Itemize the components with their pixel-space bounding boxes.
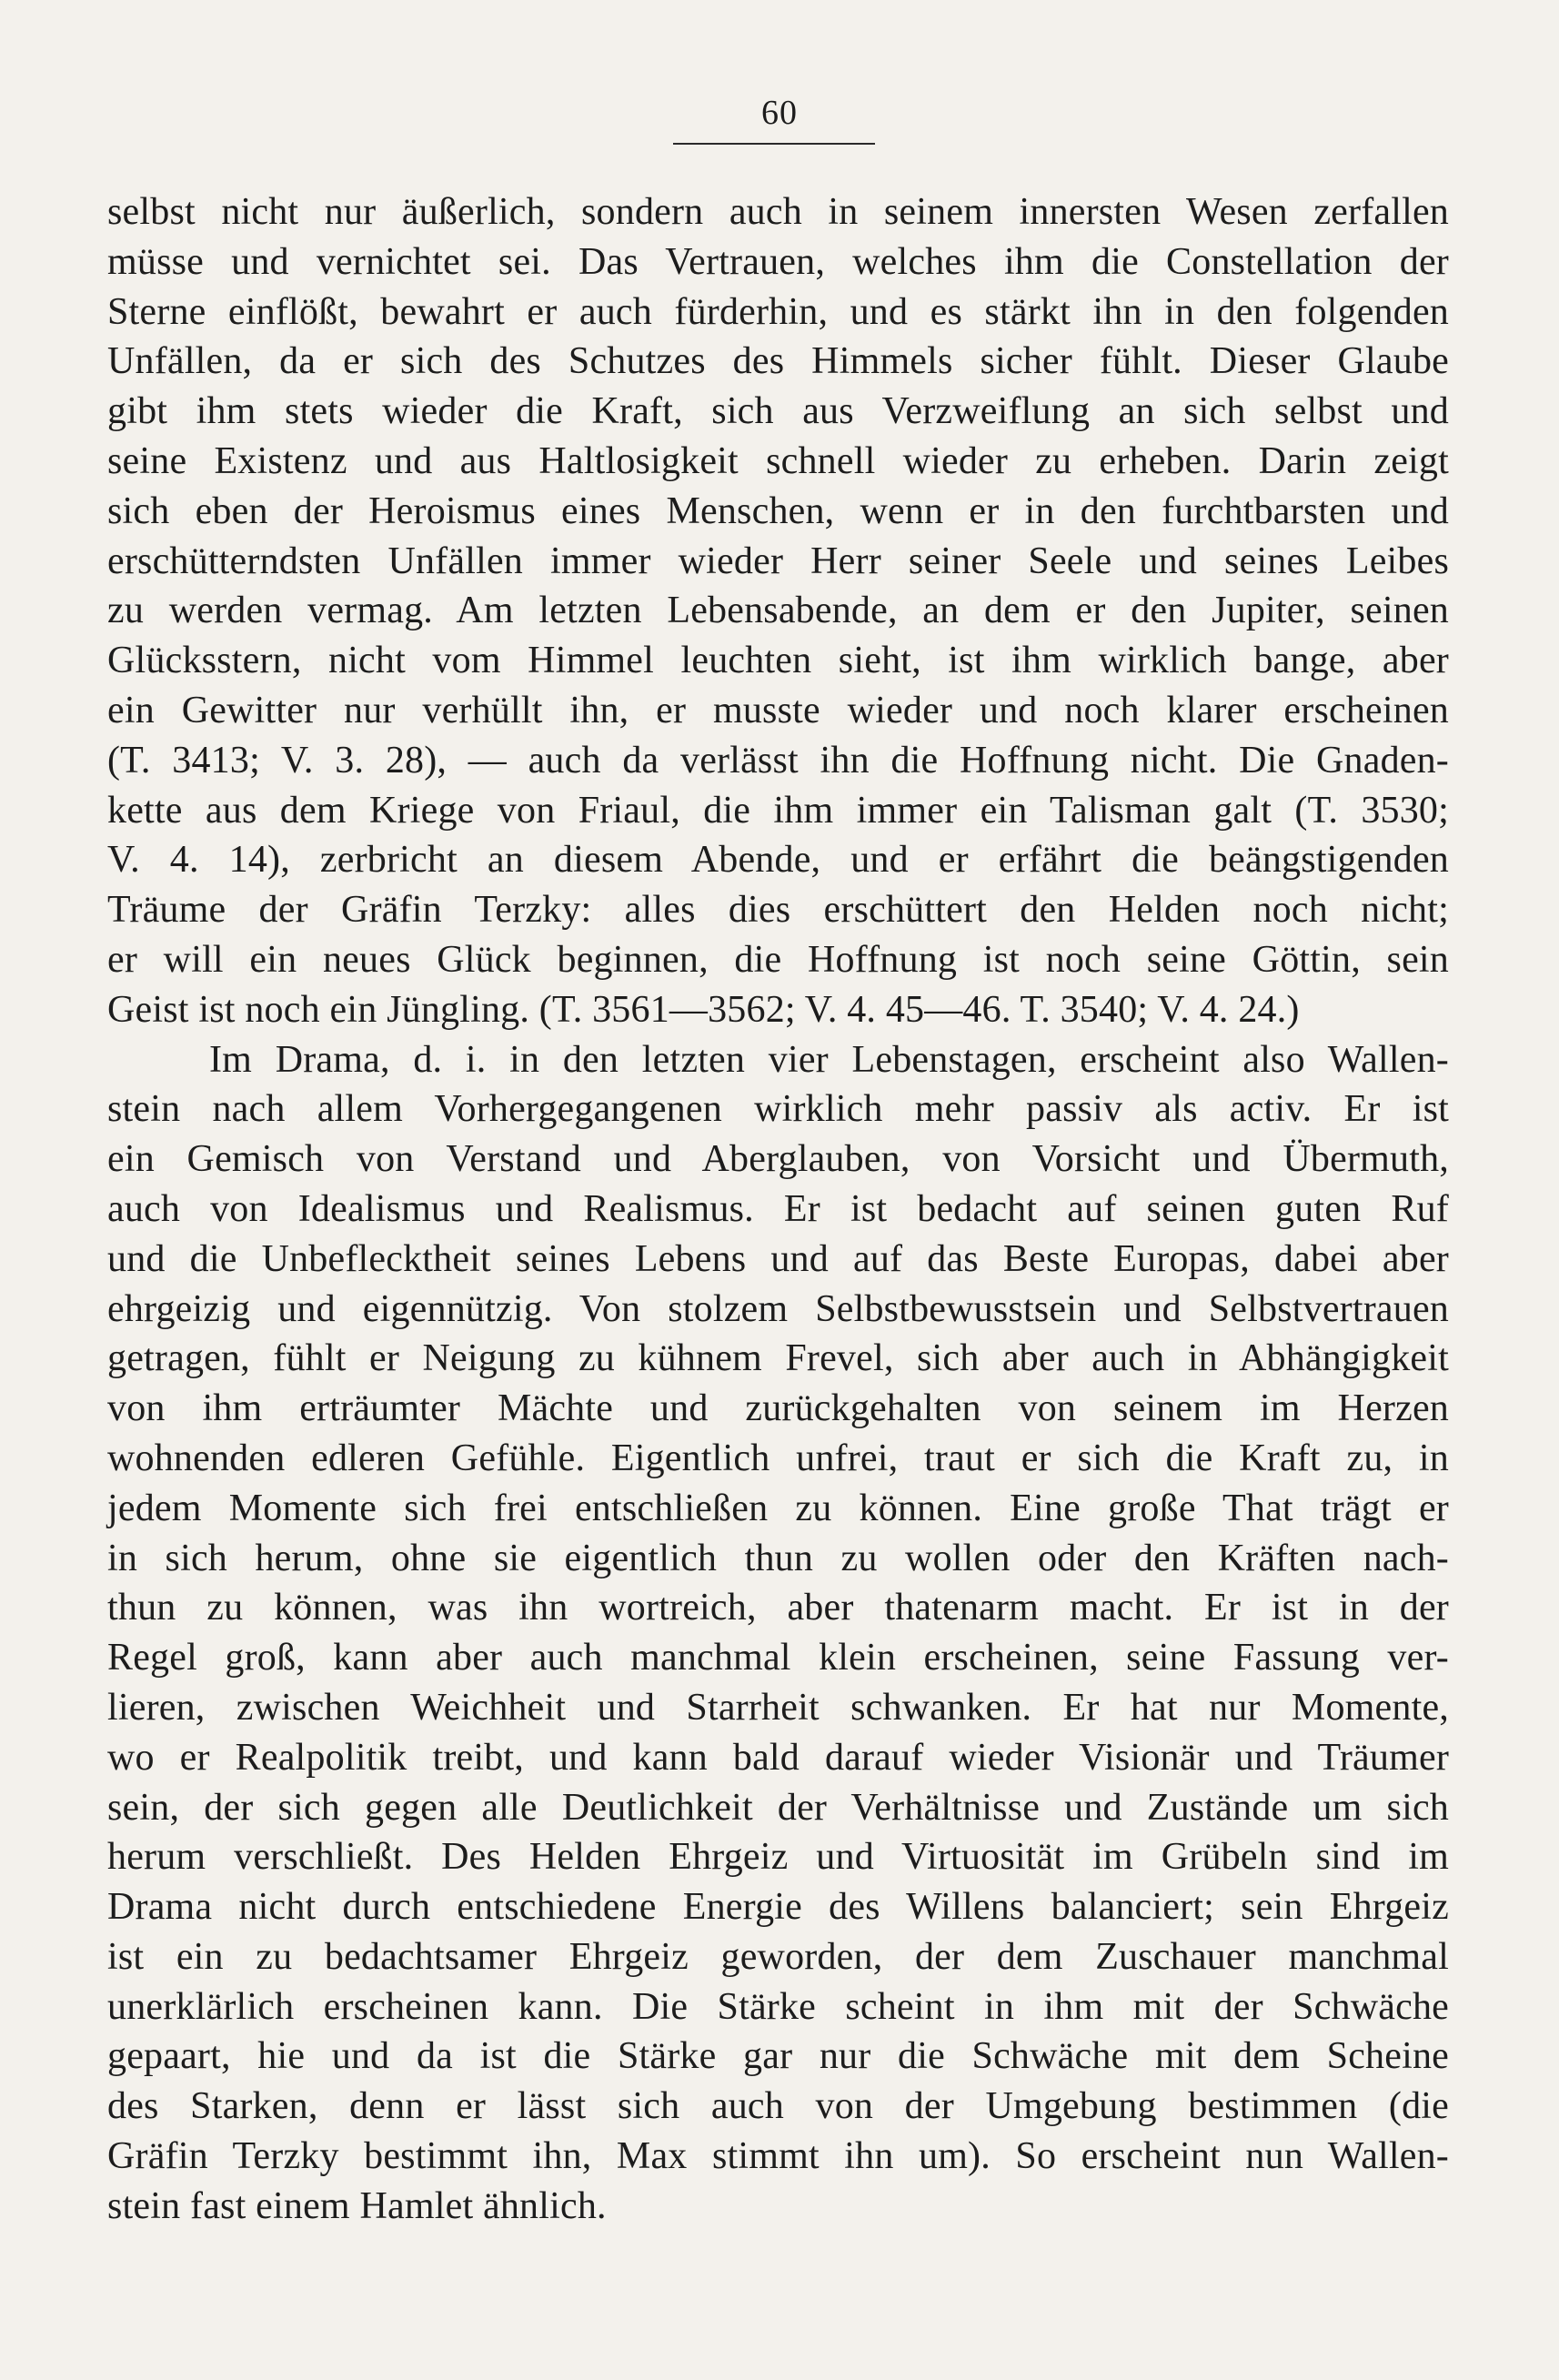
text-line: V. 4. 14), zerbricht an diesem Abende, und er erfährt die beängstigenden xyxy=(107,839,1449,882)
text-line: sein, der sich gegen alle Deutlichkeit der Verhältnisse und Zustände um sich xyxy=(107,1786,1449,1829)
text-line: ehrgeizig und eigennützig. Von stolzem Selbstbewusstsein und Selbstvertrauen xyxy=(107,1287,1449,1330)
text-line: müsse und vernichtet sei. Das Vertrauen, welches ihm die Constellation der xyxy=(107,240,1449,283)
text-line: Drama nicht durch entschiedene Energie des Willens balanciert; sein Ehrgeiz xyxy=(107,1886,1449,1929)
text-line: wo er Realpolitik treibt, und kann bald darauf wieder Visionär und Träumer xyxy=(107,1736,1449,1779)
text-line: Geist ist noch ein Jüngling. (T. 3561—3562; V. 4. 45—46. T. 3540; V. 4. 24.) xyxy=(107,988,1300,1031)
header-rule xyxy=(673,143,875,145)
body-text xyxy=(107,187,1449,2232)
text-line: (T. 3413; V. 3. 28), — auch da verlässt ihn die Hoffnung nicht. Die Gnaden- xyxy=(107,739,1449,782)
text-line: von ihm erträumter Mächte und zurückgehalten von seinem im Herzen xyxy=(107,1387,1449,1430)
text-line: er will ein neues Glück beginnen, die Hoffnung ist noch seine Göttin, sein xyxy=(107,938,1449,981)
text-line: seine Existenz und aus Haltlosigkeit schnell wieder zu erheben. Darin zeigt xyxy=(107,439,1449,482)
text-line: Glücksstern, nicht vom Himmel leuchten sieht, ist ihm wirklich bange, aber xyxy=(107,640,1449,682)
text-line: Regel groß, kann aber auch manchmal klein erscheinen, seine Fassung ver- xyxy=(107,1637,1449,1679)
text-line: des Starken, denn er lässt sich auch von der Umgebung bestimmen (die xyxy=(107,2085,1449,2128)
text-line: wohnenden edleren Gefühle. Eigentlich unfrei, traut er sich die Kraft zu, in xyxy=(107,1437,1449,1479)
text-line: thun zu können, was ihn wortreich, aber thatenarm macht. Er ist in der xyxy=(107,1587,1449,1629)
text-line: getragen, fühlt er Neigung zu kühnem Frevel, sich aber auch in Abhängigkeit xyxy=(107,1337,1449,1380)
text-line: gepaart, hie und da ist die Stärke gar nur die Schwäche mit dem Scheine xyxy=(107,2035,1449,2078)
text-line: und die Unbeflecktheit seines Lebens und auf das Beste Europas, dabei aber xyxy=(107,1237,1449,1280)
text-line: jedem Momente sich frei entschließen zu können. Eine große That trägt er xyxy=(107,1487,1449,1529)
text-line: Unfällen, da er sich des Schutzes des Himmels sicher fühlt. Dieser Glaube xyxy=(107,340,1449,383)
text-line: Gräfin Terzky bestimmt ihn, Max stimmt ihn um). So erscheint nun Wallen- xyxy=(107,2135,1449,2178)
text-line: herum verschließt. Des Helden Ehrgeiz und Virtuosität im Grübeln sind im xyxy=(107,1836,1449,1879)
page-number: 60 xyxy=(761,94,798,132)
text-line: stein fast einem Hamlet ähnlich. xyxy=(107,2184,607,2227)
text-line: unerklärlich erscheinen kann. Die Stärke scheint in ihm mit der Schwäche xyxy=(107,1985,1449,2028)
text-line: Träume der Gräfin Terzky: alles dies erschüttert den Helden noch nicht; xyxy=(107,889,1449,932)
text-line: lieren, zwischen Weichheit und Starrheit schwanken. Er hat nur Momente, xyxy=(107,1686,1449,1729)
text-line: sich eben der Heroismus eines Menschen, wenn er in den furchtbarsten und xyxy=(107,489,1449,532)
text-line: erschütterndsten Unfällen immer wieder Herr seiner Seele und seines Leibes xyxy=(107,540,1449,582)
text-line: kette aus dem Kriege von Friaul, die ihm immer ein Talisman galt (T. 3530; xyxy=(107,789,1449,832)
text-line: Sterne einflößt, bewahrt er auch fürderhin, und es stärkt ihn in den folgenden xyxy=(107,290,1449,333)
text-line: zu werden vermag. Am letzten Lebensabende, an dem er den Jupiter, seinen xyxy=(107,590,1449,632)
text-line: Im Drama, d. i. in den letzten vier Lebenstagen, erscheint also Wallen- xyxy=(209,1038,1449,1081)
text-line: stein nach allem Vorhergegangenen wirklich mehr passiv als activ. Er ist xyxy=(107,1088,1449,1131)
text-line: auch von Idealismus und Realismus. Er ist bedacht auf seinen guten Ruf xyxy=(107,1187,1449,1230)
text-line: selbst nicht nur äußerlich, sondern auch in seinem innersten Wesen zerfallen xyxy=(107,191,1449,233)
text-line: ein Gemisch von Verstand und Aberglauben, von Vorsicht und Übermuth, xyxy=(107,1138,1449,1181)
text-line: in sich herum, ohne sie eigentlich thun zu wollen oder den Kräften nach- xyxy=(107,1537,1449,1579)
text-line: ein Gewitter nur verhüllt ihn, er musste wieder und noch klarer erscheinen xyxy=(107,689,1449,731)
text-line: ist ein zu bedachtsamer Ehrgeiz geworden, der dem Zuschauer manchmal xyxy=(107,1935,1449,1978)
text-line: gibt ihm stets wieder die Kraft, sich aus Verzweiflung an sich selbst und xyxy=(107,390,1449,433)
